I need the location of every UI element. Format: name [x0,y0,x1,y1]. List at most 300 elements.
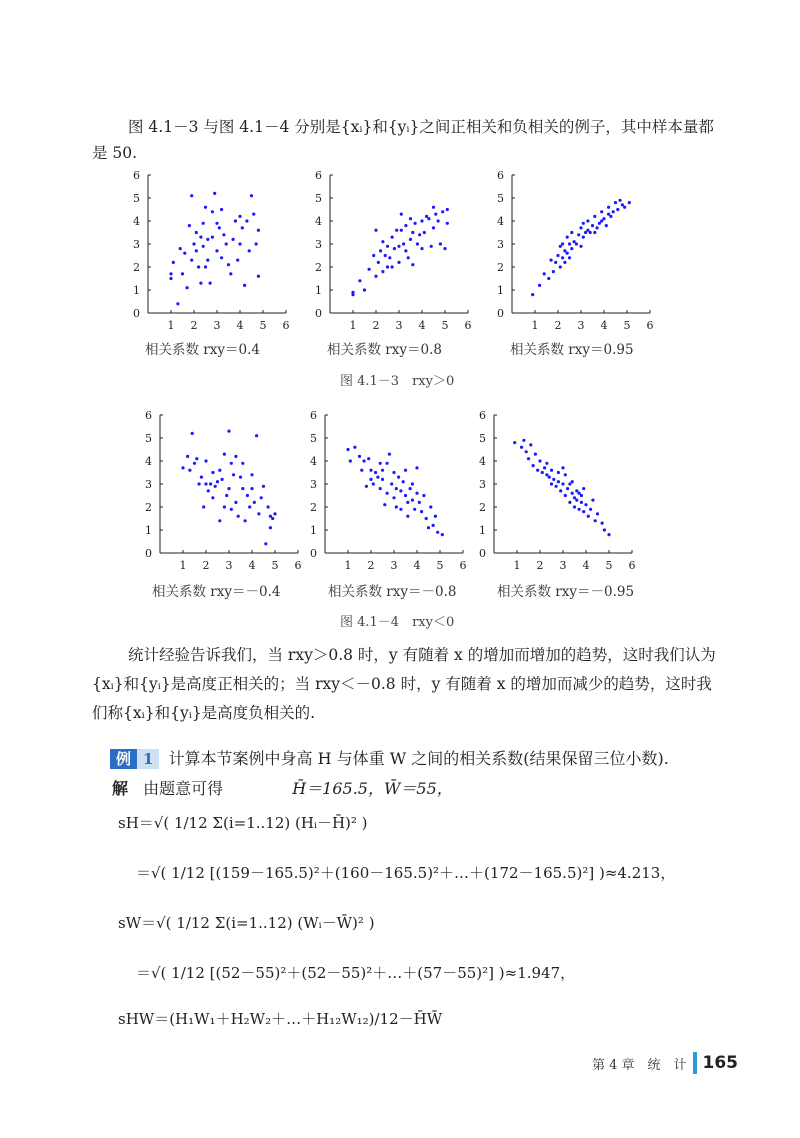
data-point [439,242,442,245]
y-tick-label: 5 [479,432,486,445]
data-point [559,245,562,248]
data-point [264,542,267,545]
x-tick-label: 6 [464,319,472,332]
data-point [239,476,242,479]
data-point [582,236,585,239]
data-point [602,217,605,220]
page-footer [592,1052,738,1074]
data-point [260,496,263,499]
x-tick-label: 3 [213,319,221,332]
data-point [547,277,550,280]
data-point [372,482,375,485]
data-point [384,254,387,257]
data-point [211,236,214,239]
data-point [243,284,246,287]
data-point [531,293,534,296]
data-point [195,231,198,234]
y-tick-label: 3 [145,478,152,491]
data-point [393,247,396,250]
x-tick-label: 1 [344,559,352,572]
y-tick-label: 3 [133,238,140,251]
data-point [191,432,194,435]
data-point [441,210,444,213]
data-point [399,508,402,511]
data-point [363,459,366,462]
data-point [584,231,587,234]
data-point [211,471,214,474]
data-point [605,224,608,227]
data-point [397,261,400,264]
x-tick-label: 5 [441,319,449,332]
y-tick-label: 6 [310,409,317,422]
data-point [273,512,276,515]
data-point [513,441,516,444]
data-point [411,231,414,234]
data-point [257,275,260,278]
data-point [552,478,555,481]
y-tick-label: 0 [145,547,152,560]
data-point [374,229,377,232]
y-tick-label: 5 [315,192,322,205]
data-point [267,505,270,508]
x-tick-label: 2 [190,319,198,332]
example-text: 计算本节案例中身高 H 与体重 W 之间的相关系数(结果保留三位小数). [168,749,669,768]
data-point [406,501,409,504]
data-point [612,210,615,213]
data-point [207,489,210,492]
data-point [386,462,389,465]
data-point [414,222,417,225]
scatter-plot-positive-3 [482,165,662,334]
data-point [395,505,398,508]
data-point [596,512,599,515]
data-point [425,517,428,520]
data-point [386,492,389,495]
data-point [255,242,258,245]
footer-divider [693,1052,697,1074]
data-point [195,249,198,252]
data-point [386,245,389,248]
data-point [407,256,410,259]
data-point [192,242,195,245]
data-point [427,217,430,220]
data-point [223,505,226,508]
data-point [427,526,430,529]
data-point [353,446,356,449]
data-point [575,489,578,492]
data-point [227,263,230,266]
y-tick-label: 5 [310,432,317,445]
data-point [587,515,590,518]
data-point [391,265,394,268]
y-tick-label: 6 [497,169,504,182]
data-point [406,515,409,518]
data-point [538,459,541,462]
data-point [388,453,391,456]
data-point [234,455,237,458]
data-point [594,519,597,522]
x-tick-label: 5 [605,559,613,572]
solution-text: 由题意可得 [143,779,224,798]
data-point [541,471,544,474]
data-point [365,485,368,488]
data-point [214,485,217,488]
data-point [252,213,255,216]
data-point [379,249,382,252]
data-point [561,242,564,245]
x-tick-label: 5 [271,559,279,572]
data-point [578,508,581,511]
means-values: H̄＝165.5，W̄＝55， [292,779,453,798]
scatter-plot-negative-1 [130,405,310,574]
data-point [432,226,435,229]
data-point [241,487,244,490]
data-point [580,494,583,497]
data-point [227,430,230,433]
data-point [190,259,193,262]
solution-line [112,776,453,799]
x-tick-label: 5 [623,319,631,332]
x-tick-label: 3 [395,319,403,332]
y-tick-label: 0 [310,547,317,560]
y-tick-label: 3 [315,238,322,251]
data-point [391,236,394,239]
y-tick-label: 4 [310,455,317,468]
data-point [568,501,571,504]
data-point [582,487,585,490]
data-point [570,247,573,250]
data-point [269,515,272,518]
data-point [238,242,241,245]
data-point [204,482,207,485]
data-point [369,478,372,481]
data-point [351,291,354,294]
data-point [568,482,571,485]
data-point [193,462,196,465]
data-point [222,233,225,236]
data-point [379,487,382,490]
scatter-plot-positive-2 [300,165,480,334]
y-tick-label: 1 [310,524,317,537]
data-point [571,480,574,483]
data-point [556,254,559,257]
data-point [400,213,403,216]
data-point [404,224,407,227]
data-point [253,501,256,504]
x-tick-label: 4 [248,559,256,572]
data-point [202,222,205,225]
data-point [230,462,233,465]
data-point [422,494,425,497]
caption-p2: 相关系数 rxy＝0.8 [327,342,442,358]
data-point [432,206,435,209]
data-point [570,231,573,234]
data-point [197,265,200,268]
data-point [223,453,226,456]
data-point [195,457,198,460]
equation-sW-value: ＝√( 1/12 [(52－55)²＋(52－55)²＋…＋(57－55)²] )≈1.947， [136,964,576,982]
y-tick-label: 2 [310,501,317,514]
data-point [582,510,585,513]
figure-label-4-1-4: 图 4.1－4 rxy＜0 [340,615,455,630]
intro-paragraph: 图 4.1－3 与图 4.1－4 分别是{xᵢ}和{yᵢ}之间正相关和负相关的例子，其中样本量都是 50. [92,118,714,162]
data-point [200,476,203,479]
data-point [573,240,576,243]
example-badge: 例 [110,749,137,769]
data-point [381,469,384,472]
data-point [443,247,446,250]
data-point [236,259,239,262]
y-tick-label: 2 [145,501,152,514]
data-point [536,469,539,472]
data-point [586,229,589,232]
y-tick-label: 0 [315,307,322,320]
data-point [579,226,582,229]
data-point [568,242,571,245]
data-point [374,275,377,278]
y-tick-label: 4 [145,455,152,468]
data-point [360,469,363,472]
data-point [220,256,223,259]
data-point [245,219,248,222]
data-point [209,482,212,485]
data-point [543,466,546,469]
data-point [598,222,601,225]
data-point [418,233,421,236]
scatter-svg-p3 [482,165,662,330]
data-point [607,206,610,209]
data-point [593,215,596,218]
data-point [367,457,370,460]
x-tick-label: 6 [628,559,636,572]
data-point [225,494,228,497]
data-point [525,450,528,453]
data-point [213,192,216,195]
data-point [216,480,219,483]
data-point [218,469,221,472]
data-point [582,222,585,225]
data-point [225,242,228,245]
scatter-plot-negative-2 [295,405,475,574]
data-point [552,270,555,273]
x-tick-label: 5 [436,559,444,572]
data-point [368,268,371,271]
x-tick-label: 4 [600,319,608,332]
data-point [209,282,212,285]
data-point [388,256,391,259]
data-point [522,439,525,442]
data-point [578,492,581,495]
data-point [397,476,400,479]
data-point [262,485,265,488]
data-point [418,501,421,504]
data-point [446,222,449,225]
data-point [230,508,233,511]
data-point [400,229,403,232]
data-point [271,517,274,520]
data-point [554,261,557,264]
data-point [603,528,606,531]
data-point [250,473,253,476]
equation-sH: sH＝√( 1/12 Σ(i=1..12) (Hᵢ－H̄)² ) [118,814,368,832]
data-point [404,494,407,497]
data-point [420,219,423,222]
data-point [363,288,366,291]
scatter-svg-p2 [300,165,480,330]
data-point [563,261,566,264]
data-point [237,515,240,518]
data-point [255,434,258,437]
x-tick-label: 1 [513,559,521,572]
data-point [437,219,440,222]
x-tick-label: 6 [294,559,302,572]
y-tick-label: 2 [497,261,504,274]
data-point [441,533,444,536]
data-point [543,272,546,275]
data-point [349,459,352,462]
data-point [188,469,191,472]
data-point [589,508,592,511]
data-point [616,208,619,211]
data-point [563,249,566,252]
data-point [183,252,186,255]
data-point [600,219,603,222]
x-tick-label: 2 [367,559,375,572]
data-point [172,261,175,264]
data-point [434,515,437,518]
data-point [234,501,237,504]
data-point [358,455,361,458]
x-tick-label: 1 [349,319,357,332]
data-point [561,256,564,259]
data-point [550,469,553,472]
data-point [446,208,449,211]
y-tick-label: 2 [479,501,486,514]
y-tick-label: 1 [145,524,152,537]
data-point [430,245,433,248]
data-point [548,476,551,479]
data-point [372,254,375,257]
data-point [181,272,184,275]
equation-sHW: sHW＝(H₁W₁＋H₂W₂＋…＋H₁₂W₁₂)/12－H̄W̄ [118,1010,443,1028]
x-tick-label: 2 [202,559,210,572]
data-point [404,469,407,472]
equation-sW: sW＝√( 1/12 Σ(i=1..12) (Wᵢ－W̄)² ) [118,914,375,932]
data-point [564,494,567,497]
scatter-svg-n3 [464,405,644,570]
y-tick-label: 3 [497,238,504,251]
x-tick-label: 4 [582,559,590,572]
data-point [176,302,179,305]
y-tick-label: 3 [479,478,486,491]
data-point [434,213,437,216]
x-tick-label: 4 [413,559,421,572]
x-tick-label: 2 [372,319,380,332]
data-point [190,194,193,197]
y-tick-label: 6 [315,169,322,182]
data-point [250,487,253,490]
data-point [257,229,260,232]
data-point [538,284,541,287]
data-point [232,473,235,476]
x-tick-label: 6 [459,559,467,572]
data-point [257,512,260,515]
data-point [607,213,610,216]
data-point [432,524,435,527]
data-point [204,206,207,209]
y-tick-label: 5 [133,192,140,205]
y-tick-label: 1 [497,284,504,297]
data-point [381,270,384,273]
data-point [232,238,235,241]
data-point [550,259,553,262]
data-point [557,480,560,483]
data-point [218,519,221,522]
data-point [566,487,569,490]
x-tick-label: 3 [390,559,398,572]
data-point [169,272,172,275]
y-tick-label: 4 [479,455,486,468]
x-tick-label: 4 [236,319,244,332]
y-tick-label: 1 [315,284,322,297]
data-point [244,519,247,522]
data-point [589,231,592,234]
y-tick-label: 0 [479,547,486,560]
data-point [561,466,564,469]
y-tick-label: 5 [145,432,152,445]
y-tick-label: 1 [479,524,486,537]
data-point [374,471,377,474]
data-point [534,453,537,456]
data-point [545,462,548,465]
data-point [221,478,224,481]
equation-sH-value: ＝√( 1/12 [(159－165.5)²＋(160－165.5)²＋…＋(172－165.5)²] )≈4.213， [136,864,676,882]
data-point [520,446,523,449]
data-point [377,261,380,264]
data-point [241,462,244,465]
x-tick-label: 4 [418,319,426,332]
data-point [392,496,395,499]
x-tick-label: 6 [646,319,654,332]
data-point [609,215,612,218]
data-point [436,531,439,534]
example-heading [110,746,669,769]
data-point [614,201,617,204]
data-point [181,466,184,469]
data-point [402,242,405,245]
data-point [246,494,249,497]
data-point [577,233,580,236]
data-point [379,462,382,465]
data-point [186,455,189,458]
chapter-label: 第 4 章 统 计 [591,1057,687,1073]
data-point [169,277,172,280]
data-point [575,499,578,502]
caption-n1: 相关系数 rxy＝－0.4 [152,584,281,600]
data-point [411,499,414,502]
data-point [527,457,530,460]
data-point [561,482,564,485]
data-point [202,245,205,248]
data-point [607,533,610,536]
y-tick-label: 2 [315,261,322,274]
data-point [409,487,412,490]
data-point [413,508,416,511]
data-point [241,226,244,229]
data-point [628,201,631,204]
data-point [571,492,574,495]
data-point [206,238,209,241]
